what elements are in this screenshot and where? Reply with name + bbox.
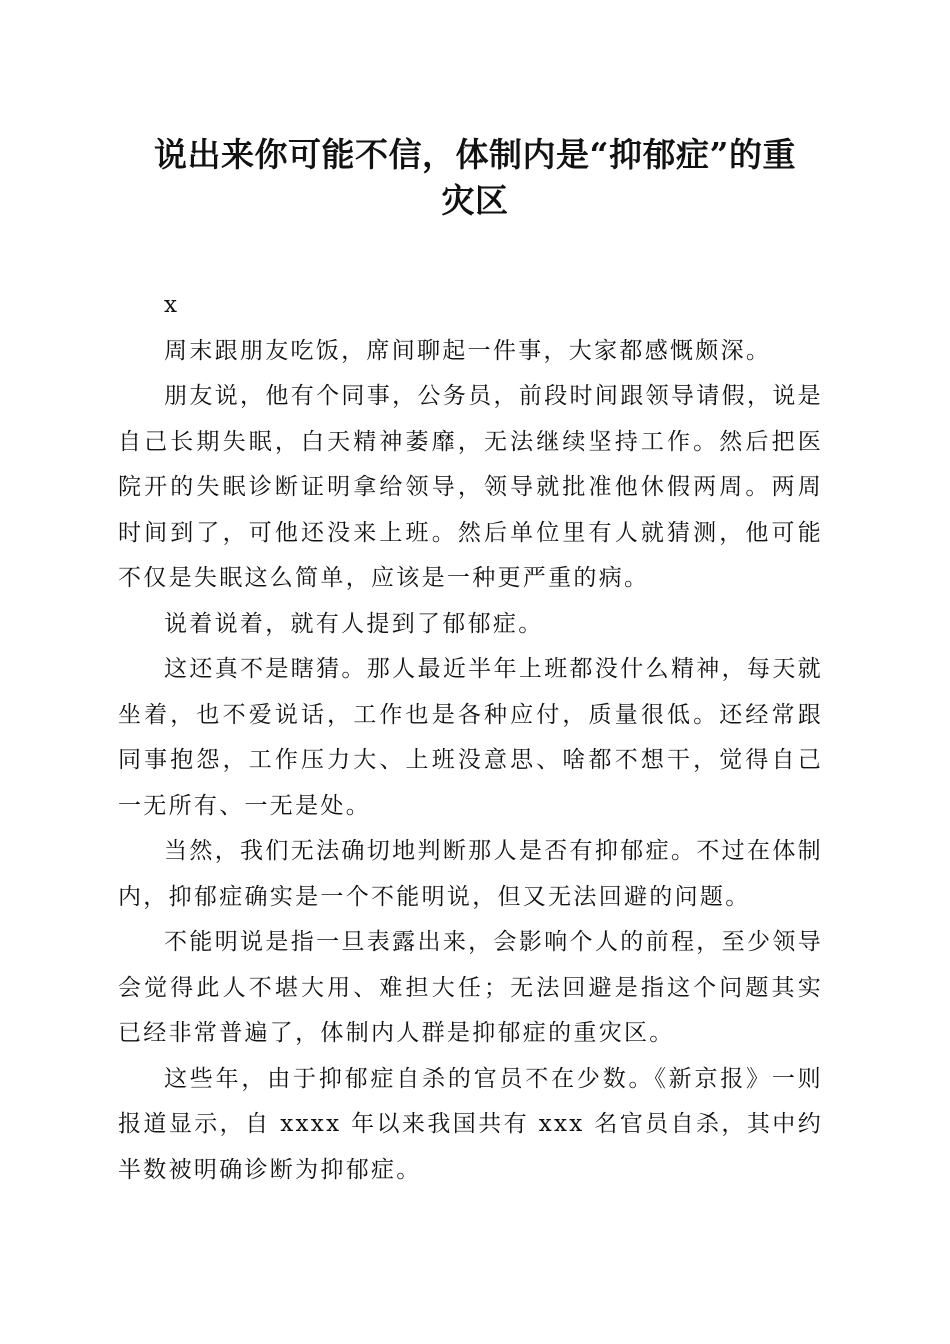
document-body <box>118 283 823 1193</box>
paragraph-2: 朋友说，他有个同事，公务员，前段时间跟领导请假，说是自己长期失眠，白天精神萎靡，无法继续坚持工作。然后把医院开的失眠诊断证明拿给领导，领导就批准他休假两周。两周时间到了，可他还没来上班。然后单位里有人就猜测，他可能不仅是失眠这么简单，应该是一种更严重的病。 <box>118 383 823 591</box>
paragraph-6: 不能明说是指一旦表露出来，会影响个人的前程，至少领导会觉得此人不堪大用、难担大任；无法回避是指这个问题其实已经非常普遍了，体制内人群是抑郁症的重灾区。 <box>118 929 823 1046</box>
paragraph-3: 说着说着，就有人提到了郁郁症。 <box>164 610 544 637</box>
paragraph-4: 这还真不是瞎猜。那人最近半年上班都没什么精神，每天就坐着，也不爱说话，工作也是各种应付，质量很低。还经常跟同事抱怨，工作压力大、上班没意思、啥都不想干，觉得自己一无所有、一无是处。 <box>118 656 823 819</box>
document-title <box>110 132 840 224</box>
paragraph-5: 当然，我们无法确切地判断那人是否有抑郁症。不过在体制内，抑郁症确实是一个不能明说，但又无法回避的问题。 <box>118 838 823 910</box>
paragraph-7: 这些年，由于抑郁症自杀的官员不在少数。《新京报》一则报道显示，自 xxxx 年以来我国共有 xxx 名官员自杀，其中约半数被明确诊断为抑郁症。 <box>118 1065 823 1183</box>
title-line-2: 灾区 <box>441 181 509 220</box>
paragraph-1: 周末跟朋友吃饭，席间聊起一件事，大家都感慨颇深。 <box>164 337 772 364</box>
title-line-1: 说出来你可能不信，体制内是“抑郁症”的重 <box>154 135 796 174</box>
author-line: x <box>164 292 180 318</box>
